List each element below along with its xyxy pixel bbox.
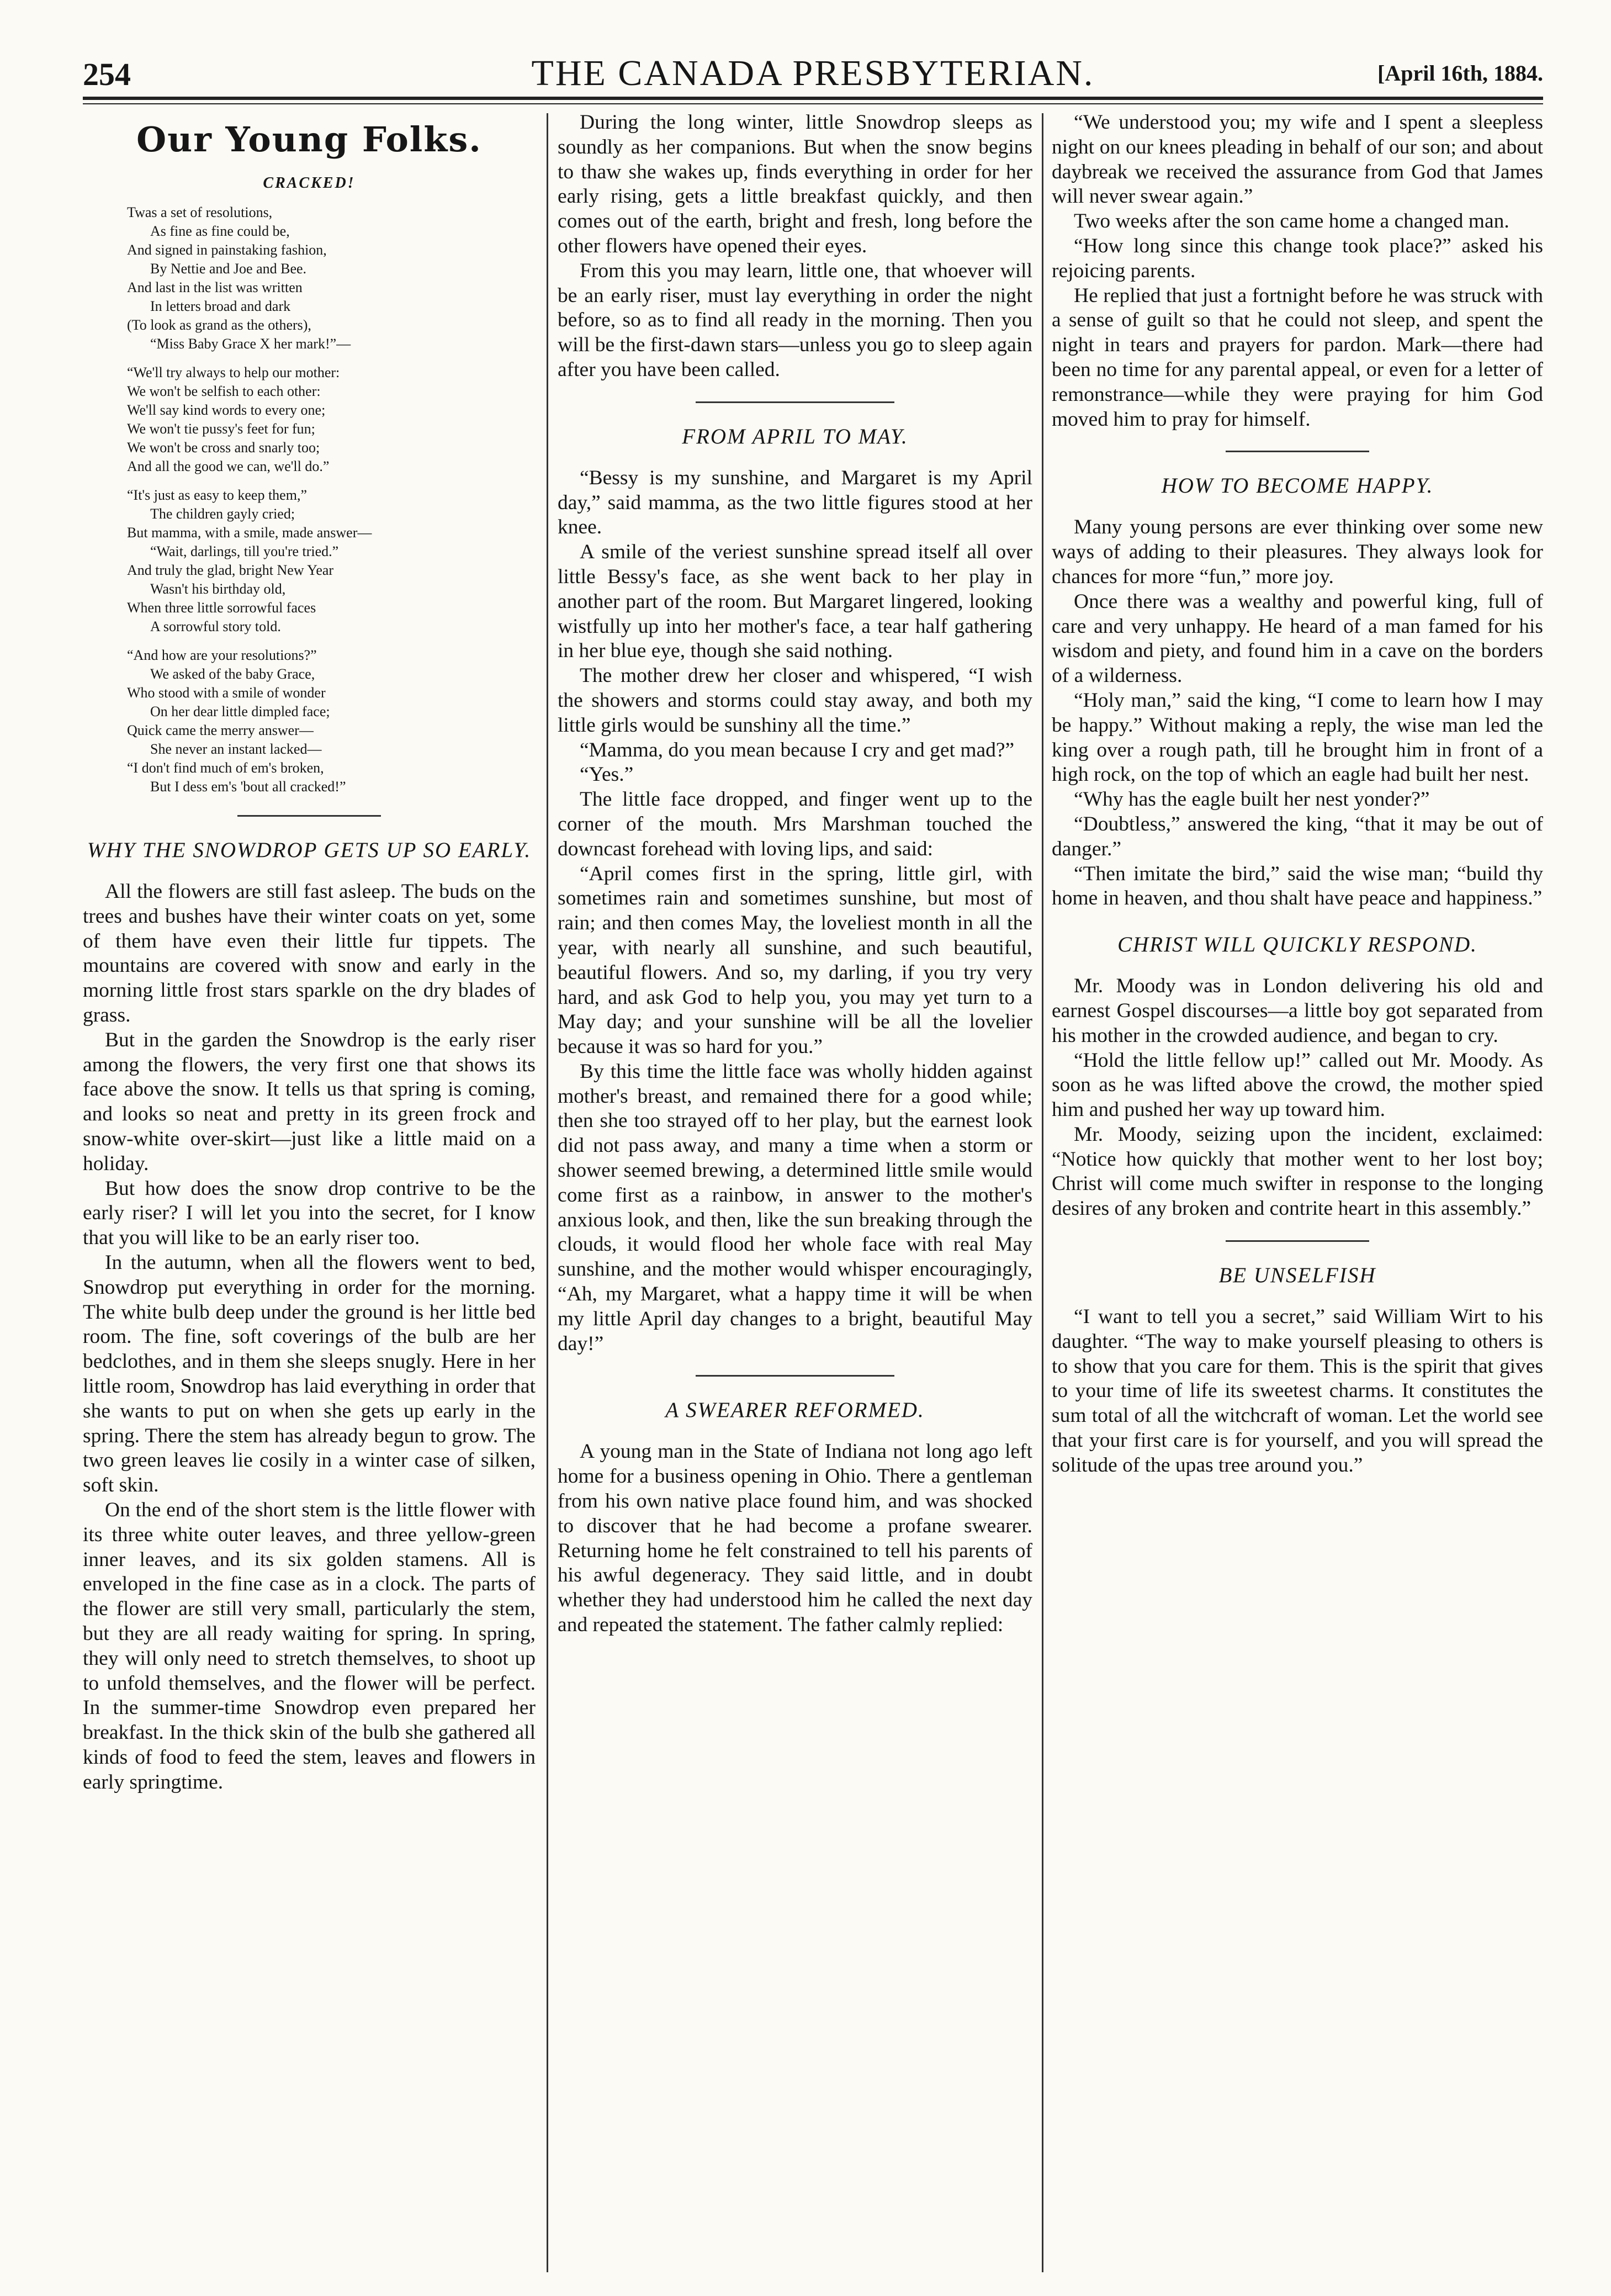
- page-number: 254: [83, 56, 131, 92]
- poem-line: Twas a set of resolutions,: [127, 204, 273, 220]
- poem-line: Who stood with a smile of wonder: [127, 685, 326, 701]
- poem-line: And signed in painstaking fashion,: [127, 242, 327, 258]
- poem-line: We'll say kind words to every one;: [127, 402, 326, 418]
- column-2: [558, 110, 1032, 2281]
- paragraph: By this time the little face was wholly hidden against mother's breast, and remained there for a good while; then she too strayed off to her play, but the earnest look did not pass away, and many a time when a storm or shower seemed brewing, a determined little smile would come first as a rainbow, in answer to the mother's anxious look, and then, like the sun breaking through the clouds, it would flood her whole face with real May sunshine, and the mother would whisper encouragingly, “Ah, my Margaret, what a happy time it will be when my little April day changes to a bright, beautiful May day!”: [558, 1060, 1032, 1355]
- poem-stanza: [127, 646, 536, 796]
- paragraph: From this you may learn, little one, that whoever will be an early riser, must lay everything in order the night before, so as to find all ready in the morning. Then you will be the first-dawn stars—unless you go to sleep again after you have been called.: [558, 259, 1032, 381]
- header-rule: [83, 97, 1543, 100]
- article-title: HOW TO BECOME HAPPY.: [1161, 474, 1434, 498]
- poem-line: “It's just as easy to keep them,”: [127, 487, 307, 503]
- newspaper-title: THE CANADA PRESBYTERIAN.: [531, 53, 1095, 93]
- article-title: CHRIST WILL QUICKLY RESPOND.: [1117, 933, 1477, 957]
- poem-line: “Wait, darlings, till you're tried.”: [150, 543, 339, 559]
- article-body: [1052, 110, 1543, 432]
- poem-line: “Miss Baby Grace X her mark!”—: [150, 336, 351, 352]
- poem-line: On her dear little dimpled face;: [150, 703, 330, 720]
- paragraph: All the flowers are still fast asleep. The buds on the trees and bushes have their winter coats on yet, some of them have even their little fur tippets. The mountains are covered with snow and early in the morning little frost stars sparkle on the dry blades of grass.: [83, 880, 536, 1027]
- paragraph: “Why has the eagle built her nest yonder?”: [1074, 788, 1430, 811]
- section-rule: [696, 401, 894, 403]
- article-title: FROM APRIL TO MAY.: [682, 424, 908, 448]
- paragraph: A smile of the veriest sunshine spread itself all over little Bessy's face, as she went back to her play in another part of the room. But Margaret lingered, looking wistfully up into her mother's face, a tear half gathering in her blue eye, though she said nothing.: [558, 541, 1032, 663]
- header-rule-thin: [83, 103, 1543, 104]
- poem-stanza: [127, 203, 536, 353]
- poem-stanza: [127, 363, 536, 476]
- poem-line: She never an instant lacked—: [150, 741, 322, 757]
- poem-line: We won't tie pussy's feet for fun;: [127, 421, 315, 437]
- paragraph: “We understood you; my wife and I spent a sleepless night on our knees pleading in behalf of our son; and about daybreak we received the assurance from God that James will never swear again.”: [1052, 111, 1543, 208]
- paragraph: Many young persons are ever thinking over some new ways of adding to their pleasures. They always look for chances for more “fun,” more joy.: [1052, 516, 1543, 588]
- poem-line: But I dess em's 'bout all cracked!”: [150, 779, 346, 795]
- article-body: [83, 880, 536, 1795]
- poem-line: By Nettie and Joe and Bee.: [150, 261, 307, 277]
- paragraph: The little face dropped, and finger went up to the corner of the mouth. Mrs Marshman touched the downcast forehead with loving lips, and said:: [558, 788, 1032, 860]
- poem-line: And all the good we can, we'll do.”: [127, 458, 330, 474]
- poem-line: We won't be selfish to each other:: [127, 383, 321, 399]
- article-body: [558, 1440, 1032, 1637]
- article-body: [1052, 974, 1543, 1221]
- article-title: A SWEARER REFORMED.: [665, 1398, 925, 1422]
- paragraph: Once there was a wealthy and powerful king, full of care and very unhappy. He heard of a man famed for his wisdom and piety, and found him in a cave on the borders of a wilderness.: [1052, 590, 1543, 687]
- poem-line: A sorrowful story told.: [150, 618, 281, 634]
- paragraph: Mr. Moody was in London delivering his old and earnest Gospel discourses—a little boy got separated from his mother in the crowded audience, and began to cry.: [1052, 975, 1543, 1047]
- column-divider: [547, 113, 548, 2272]
- paragraph: “Then imitate the bird,” said the wise man; “build thy home in heaven, and thou shalt have peace and happiness.”: [1052, 862, 1543, 910]
- paragraph: The mother drew her closer and whispered, “I wish the showers and storms could stay away, and both my little girls would be sunshiny all the time.”: [558, 664, 1032, 737]
- paragraph: “How long since this change took place?” asked his rejoicing parents.: [1052, 234, 1543, 282]
- paragraph: On the end of the short stem is the little flower with its three white outer leaves, and three yellow-green inner leaves, and its six golden stamens. All is enveloped in the fine case as in a clock. The parts of the flower are still very small, particularly the stem, but they are all ready waiting for spring. In spring, they will only need to stretch themselves, to shoot up to unfold themselves, and the flower will be perfect. In the summer-time Snowdrop even prepared her breakfast. In the thick skin of the bulb she gathered all kinds of food to feed the stem, leaves and flowers in early springtime.: [83, 1498, 536, 1794]
- poem-line: But mamma, with a smile, made answer—: [127, 525, 372, 541]
- paragraph: A young man in the State of Indiana not long ago left home for a business opening in Ohio. There a gentleman from his own native place found him, and was shocked to discover that he had become a profane swearer. Returning home he felt constrained to tell his parents of his awful degeneracy. They said little, and in doubt whether they had understood him he called the next day and repeated the statement. The father calmly replied:: [558, 1440, 1032, 1637]
- paragraph: “Holy man,” said the king, “I come to learn how I may be happy.” Without making a reply, the wise man led the king over a rough path, till he brought him in front of a high rock, on the top of which an eagle had built her nest.: [1052, 689, 1543, 786]
- paragraph: “I want to tell you a secret,” said William Wirt to his daughter. “The way to make yourself pleasing to others is to show that you care for them. This is the spirit that gives to your time of life its sweetest charms. It constitutes the sum total of all the witchcraft of woman. Let the world see that your first care is for yourself, and you will spread the solitude of the upas tree around you.”: [1052, 1305, 1543, 1477]
- poem-line: In letters broad and dark: [150, 298, 291, 314]
- paragraph: “Doubtless,” answered the king, “that it may be out of danger.”: [1052, 812, 1543, 860]
- column-divider: [1042, 113, 1043, 2272]
- poem-line: When three little sorrowful faces: [127, 600, 316, 616]
- section-rule: [696, 1375, 894, 1377]
- column-3: [1052, 110, 1543, 2281]
- paragraph: He replied that just a fortnight before he was struck with a sense of guilt so that he could not sleep, and spent the night in tears and prayers for pardon. Mark—there had been no time for any parental appeal, or even for a letter of remonstrance—while they were praying for him God moved him to pray for himself.: [1052, 284, 1543, 431]
- poem-line: (To look as grand as the others),: [127, 317, 311, 333]
- poem: [127, 203, 536, 796]
- article-title: BE UNSELFISH: [1218, 1263, 1376, 1288]
- article-body: [558, 110, 1032, 383]
- paragraph: “Bessy is my sunshine, and Margaret is my April day,” said mamma, as the two little figures stood at her knee.: [558, 466, 1032, 539]
- paragraph: Mr. Moody, seizing upon the incident, exclaimed: “Notice how quickly that mother went to her lost boy; Christ will come much swifter in response to the longing desires of any broken and contrite heart in this assembly.”: [1052, 1123, 1543, 1220]
- paragraph: “Hold the little fellow up!” called out Mr. Moody. As soon as he was lifted above the crowd, the mother spied him and pushed her way up toward him.: [1052, 1049, 1543, 1121]
- poem-line: “We'll try always to help our mother:: [127, 364, 340, 380]
- section-rule: [1226, 451, 1369, 452]
- poem-line: And last in the list was written: [127, 279, 303, 295]
- paragraph: But in the garden the Snowdrop is the early riser among the flowers, the very first one that shows its face above the snow. It tells us that spring is coming, and looks so neat and pretty in its green frock and snow-white over-skirt—just like a little maid on a holiday.: [83, 1028, 536, 1175]
- poem-line: We won't be cross and snarly too;: [127, 440, 320, 456]
- article-title: WHY THE SNOWDROP GETS UP SO EARLY.: [87, 838, 532, 862]
- issue-date: [April 16th, 1884.: [1377, 61, 1543, 86]
- poem-stanza: [127, 486, 536, 636]
- poem-line: “And how are your resolutions?”: [127, 647, 317, 663]
- section-rule: [237, 815, 381, 817]
- poem-line: And truly the glad, bright New Year: [127, 562, 334, 578]
- poem-title: CRACKED!: [263, 174, 356, 192]
- poem-line: “I don't find much of em's broken,: [127, 760, 324, 776]
- poem-line: Quick came the merry answer—: [127, 722, 314, 738]
- page-header: [83, 52, 1543, 102]
- poem-line: Wasn't his birthday old,: [150, 581, 286, 597]
- paragraph: During the long winter, little Snowdrop sleeps as soundly as her companions. But when the snow begins to thaw she wakes up, finds everything in order for her early rising, gets a little breakfast quickly, and then comes out of the earth, bright and fresh, long before the other flowers have opened their eyes.: [558, 111, 1032, 257]
- article-body: [1052, 1305, 1543, 1478]
- column-1: [83, 110, 536, 2281]
- paragraph: But how does the snow drop contrive to be the early riser? I will let you into the secret, for I know that you will like to be an early riser too.: [83, 1177, 536, 1250]
- poem-line: The children gayly cried;: [150, 506, 295, 522]
- poem-line: We asked of the baby Grace,: [150, 666, 315, 682]
- article-body: [1052, 515, 1543, 911]
- paragraph: “Yes.”: [580, 763, 634, 786]
- section-rule: [1226, 1240, 1369, 1242]
- department-title: Our Young Folks.: [136, 119, 482, 160]
- paragraph: “April comes first in the spring, little girl, with sometimes rain and sometimes sunshine, but most of rain; and then comes May, the loveliest month in all the year, with nearly all sunshine, and such beautiful, beautiful flowers. And so, my darling, if you try very hard, and ask God to help you, you may yet turn to a May day; and your sunshine will be all the lovelier because it was so hard for you.”: [558, 862, 1032, 1059]
- paragraph: In the autumn, when all the flowers went to bed, Snowdrop put everything in order for the morning. The white bulb deep under the ground is her little bed room. The fine, soft coverings of the bulb are her bedclothes, and in them she sleeps snugly. Here in her little room, Snowdrop has laid everything in order that she wants to put on when she gets up early in the spring. There the stem has already begun to grow. The two green leaves lie cosily in a winter case of silken, soft skin.: [83, 1251, 536, 1497]
- article-body: [558, 466, 1032, 1357]
- paragraph: “Mamma, do you mean because I cry and get mad?”: [580, 738, 1015, 761]
- paragraph: Two weeks after the son came home a changed man.: [1074, 210, 1509, 233]
- poem-line: As fine as fine could be,: [150, 223, 290, 239]
